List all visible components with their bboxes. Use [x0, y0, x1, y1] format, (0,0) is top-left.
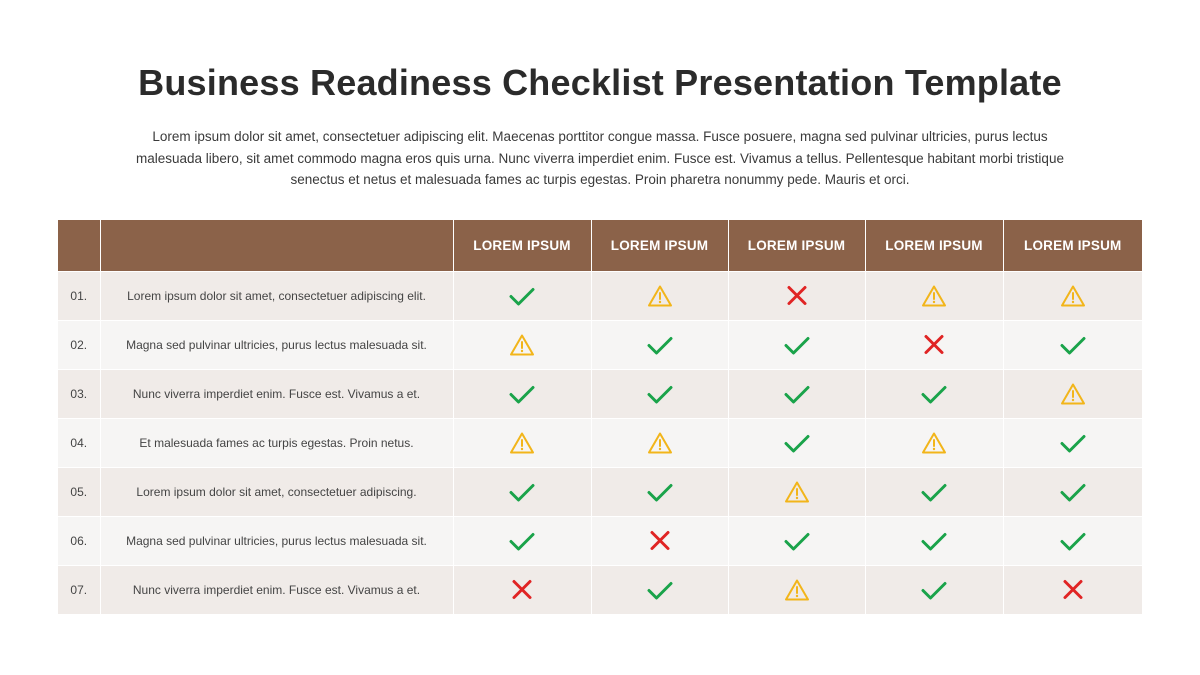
- row-number: 02.: [58, 321, 100, 370]
- status-cell: [1003, 370, 1142, 419]
- check-icon: [784, 431, 810, 455]
- table-header-row: [58, 220, 1142, 272]
- warning-icon: [921, 284, 947, 308]
- status-cell: [453, 370, 591, 419]
- check-icon: [921, 578, 947, 602]
- page-title: Business Readiness Checklist Presentation Template: [138, 62, 1062, 103]
- status-cell: [591, 517, 728, 566]
- status-cell: [865, 517, 1003, 566]
- check-icon: [647, 382, 673, 406]
- check-icon: [784, 333, 810, 357]
- status-cell: [453, 321, 591, 370]
- row-number: 07.: [58, 566, 100, 615]
- warning-icon: [509, 431, 535, 455]
- check-icon: [921, 480, 947, 504]
- check-icon: [1060, 431, 1086, 455]
- status-cell: [453, 517, 591, 566]
- check-icon: [509, 382, 535, 406]
- warning-icon: [1060, 382, 1086, 406]
- warning-icon: [921, 431, 947, 455]
- row-description: Et malesuada fames ac turpis egestas. Proin netus.: [100, 419, 453, 468]
- status-cell: [865, 370, 1003, 419]
- check-icon: [784, 529, 810, 553]
- check-icon: [509, 480, 535, 504]
- row-number: 05.: [58, 468, 100, 517]
- table-row: [58, 468, 1142, 517]
- warning-icon: [509, 333, 535, 357]
- column-header: LOREM IPSUM: [453, 220, 591, 272]
- cross-icon: [647, 529, 673, 553]
- row-number: 01.: [58, 272, 100, 321]
- status-cell: [728, 321, 865, 370]
- page-subtitle: Lorem ipsum dolor sit amet, consectetuer adipiscing elit. Maecenas porttitor congue massa. Fusce posuere, magna sed pulvinar ultricies, purus lectus malesuada libero, sit amet commodo magna eros quis urna. Nunc viverra imperdiet enim. Fusce est. Vivamus a tellus. Pellentesque habitant morbi tristique senectus et netus et malesuada fames ac turpis egestas. Proin pharetra nonummy pede. Mauris et orci.: [136, 129, 1064, 187]
- column-header: LOREM IPSUM: [865, 220, 1003, 272]
- warning-icon: [784, 480, 810, 504]
- status-cell: [591, 566, 728, 615]
- table-row: [58, 272, 1142, 321]
- row-description: Lorem ipsum dolor sit amet, consectetuer adipiscing elit.: [100, 272, 453, 321]
- status-cell: [591, 272, 728, 321]
- check-icon: [509, 529, 535, 553]
- cross-icon: [784, 284, 810, 308]
- row-description: Nunc viverra imperdiet enim. Fusce est. Vivamus a et.: [100, 370, 453, 419]
- row-number: 06.: [58, 517, 100, 566]
- status-cell: [453, 272, 591, 321]
- status-cell: [1003, 321, 1142, 370]
- warning-icon: [784, 578, 810, 602]
- table-row: [58, 419, 1142, 468]
- status-cell: [453, 468, 591, 517]
- status-cell: [728, 468, 865, 517]
- status-cell: [591, 468, 728, 517]
- row-number: 03.: [58, 370, 100, 419]
- header-number: [58, 220, 100, 272]
- status-cell: [728, 272, 865, 321]
- status-cell: [591, 419, 728, 468]
- column-header: LOREM IPSUM: [1003, 220, 1142, 272]
- row-description: Magna sed pulvinar ultricies, purus lectus malesuada sit.: [100, 517, 453, 566]
- table-row: [58, 370, 1142, 419]
- warning-icon: [647, 284, 673, 308]
- check-icon: [647, 333, 673, 357]
- header-description: [100, 220, 453, 272]
- check-icon: [1060, 333, 1086, 357]
- status-cell: [865, 272, 1003, 321]
- table-row: [58, 321, 1142, 370]
- status-cell: [591, 321, 728, 370]
- cross-icon: [1060, 578, 1086, 602]
- status-cell: [1003, 468, 1142, 517]
- status-cell: [865, 321, 1003, 370]
- check-icon: [921, 529, 947, 553]
- status-cell: [591, 370, 728, 419]
- check-icon: [1060, 529, 1086, 553]
- status-cell: [453, 566, 591, 615]
- check-icon: [509, 284, 535, 308]
- check-icon: [784, 382, 810, 406]
- table-row: [58, 566, 1142, 615]
- status-cell: [728, 566, 865, 615]
- status-cell: [865, 468, 1003, 517]
- row-number: 04.: [58, 419, 100, 468]
- table-row: [58, 517, 1142, 566]
- row-description: Lorem ipsum dolor sit amet, consectetuer adipiscing.: [100, 468, 453, 517]
- status-cell: [453, 419, 591, 468]
- status-cell: [865, 419, 1003, 468]
- check-icon: [921, 382, 947, 406]
- check-icon: [647, 578, 673, 602]
- status-cell: [728, 370, 865, 419]
- status-cell: [728, 517, 865, 566]
- column-header: LOREM IPSUM: [591, 220, 728, 272]
- status-cell: [1003, 566, 1142, 615]
- warning-icon: [1060, 284, 1086, 308]
- check-icon: [647, 480, 673, 504]
- column-header: LOREM IPSUM: [728, 220, 865, 272]
- row-description: Magna sed pulvinar ultricies, purus lectus malesuada sit.: [100, 321, 453, 370]
- status-cell: [1003, 517, 1142, 566]
- checklist-body: [58, 272, 1142, 615]
- status-cell: [865, 566, 1003, 615]
- cross-icon: [921, 333, 947, 357]
- status-cell: [1003, 419, 1142, 468]
- cross-icon: [509, 578, 535, 602]
- status-cell: [1003, 272, 1142, 321]
- status-cell: [728, 419, 865, 468]
- row-description: Nunc viverra imperdiet enim. Fusce est. Vivamus a et.: [100, 566, 453, 615]
- warning-icon: [647, 431, 673, 455]
- checklist-table: [58, 220, 1142, 614]
- check-icon: [1060, 480, 1086, 504]
